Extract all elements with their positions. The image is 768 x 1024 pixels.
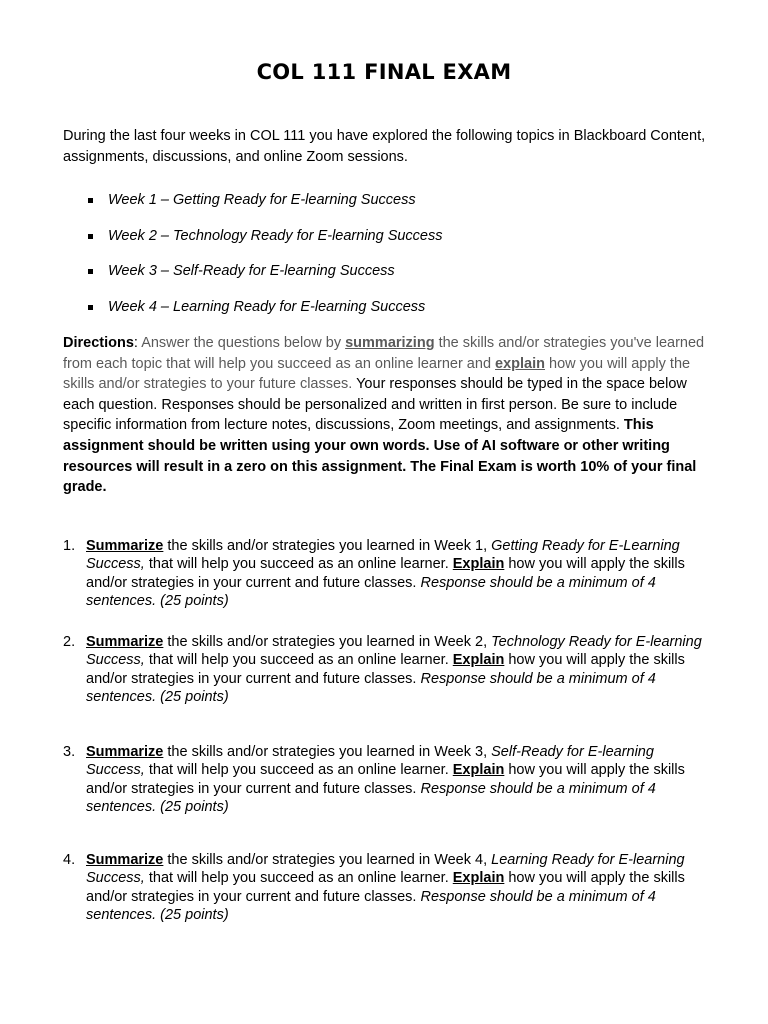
question-topic: Getting Ready for E-Learning Success, — [86, 538, 680, 573]
question-text-part: the skills and/or strategies you learned in Week 3, — [163, 744, 492, 760]
bullet-icon — [88, 234, 93, 239]
question-number: 1. — [63, 538, 76, 554]
question-1 — [63, 537, 713, 610]
explain-keyword: Explain — [452, 556, 505, 573]
question-requirement: Response should be a minimum of 4 sentences. (25 points) — [86, 574, 656, 609]
week-topic-list — [88, 190, 708, 332]
summarize-keyword: Summarize — [86, 852, 164, 868]
question-requirement: Response should be a minimum of 4 sentences. (25 points) — [86, 888, 656, 923]
explain-keyword: Explain — [452, 762, 505, 779]
directions-text-4: Your responses should be typed in the space below each question. Responses should be personalized and written in first person. Be sure to include specific information from lecture notes, discussions, Zoom meetings, and assignments. — [63, 376, 687, 434]
summarize-keyword: Summarize — [86, 744, 164, 760]
directions-text-1: Answer the questions below by — [141, 335, 346, 351]
question-text — [86, 633, 713, 706]
directions-text-3: how you will apply the skills and/or strategies to your future classes. — [63, 355, 691, 393]
question-text-part: how you will apply the skills and/or strategies in your current and future classes. — [86, 762, 685, 797]
question-topic: Technology Ready for E-learning Success, — [86, 634, 702, 669]
question-text-part: how you will apply the skills and/or strategies in your current and future classes. — [86, 652, 685, 687]
question-requirement: Response should be a minimum of 4 sentences. (25 points) — [86, 670, 656, 705]
question-2 — [63, 633, 713, 706]
bullet-icon — [88, 269, 93, 274]
question-text — [86, 537, 713, 610]
directions-text-2: the skills and/or strategies you've learned from each topic that will help you succeed as an online learner and — [63, 335, 705, 372]
week-topic: Week 3 – Self-Ready for E-learning Success — [108, 263, 395, 279]
week-topic: Week 2 – Technology Ready for E-learning Success — [108, 227, 443, 244]
week-topic: Week 1 – Getting Ready for E-learning Success — [108, 192, 416, 208]
directions-warning: This assignment should be written using your own words. Use of AI software or other writing resources will result in a zero on this assignment. The Final Exam is worth 10% of your final grade. — [63, 417, 697, 496]
question-text-part: how you will apply the skills and/or strategies in your current and future classes. — [86, 556, 685, 591]
question-text-part: the skills and/or strategies you learned in Week 2, — [163, 634, 492, 650]
summarizing-emphasis: summarizing — [345, 335, 435, 351]
directions-colon: : — [133, 335, 142, 351]
explain-keyword: Explain — [452, 652, 505, 669]
list-item — [88, 190, 708, 211]
question-text-part: the skills and/or strategies you learned in Week 1, — [163, 538, 492, 554]
summarize-keyword: Summarize — [86, 634, 164, 650]
intro-paragraph: During the last four weeks in COL 111 you have explored the following topics in Blackboard Content, assignments, discussions, and online Zoom sessions. — [63, 128, 706, 165]
question-number: 3. — [63, 744, 76, 760]
question-text-part: the skills and/or strategies you learned in Week 4, — [163, 852, 492, 868]
directions-label: Directions — [63, 335, 134, 351]
page-title: COL 111 FINAL EXAM — [256, 60, 512, 84]
list-item — [88, 297, 708, 318]
week-topic: Week 4 – Learning Ready for E-learning Success — [108, 298, 426, 315]
question-text — [86, 743, 713, 816]
question-text-part: how you will apply the skills and/or strategies in your current and future classes. — [86, 870, 685, 905]
question-text-part: that will help you succeed as an online learner. — [144, 556, 453, 573]
directions-paragraph — [63, 333, 713, 498]
question-text-part: that will help you succeed as an online learner. — [144, 870, 453, 887]
question-number: 2. — [63, 634, 76, 650]
question-text-part: that will help you succeed as an online learner. — [144, 652, 453, 669]
bullet-icon — [88, 198, 93, 203]
question-requirement: Response should be a minimum of 4 sentences. (25 points) — [86, 780, 656, 815]
question-topic: Learning Ready for E-learning Success, — [86, 852, 685, 887]
question-text-part: that will help you succeed as an online learner. — [144, 762, 453, 779]
question-3 — [63, 743, 713, 816]
question-4 — [63, 851, 713, 924]
question-topic: Self-Ready for E-learning Success, — [86, 744, 654, 779]
summarize-keyword: Summarize — [86, 538, 164, 554]
question-text — [86, 851, 713, 924]
list-item — [88, 261, 708, 282]
explain-keyword: Explain — [452, 870, 505, 887]
bullet-icon — [88, 305, 93, 310]
question-number: 4. — [63, 852, 76, 868]
list-item — [88, 226, 708, 247]
explain-emphasis: explain — [495, 355, 546, 372]
